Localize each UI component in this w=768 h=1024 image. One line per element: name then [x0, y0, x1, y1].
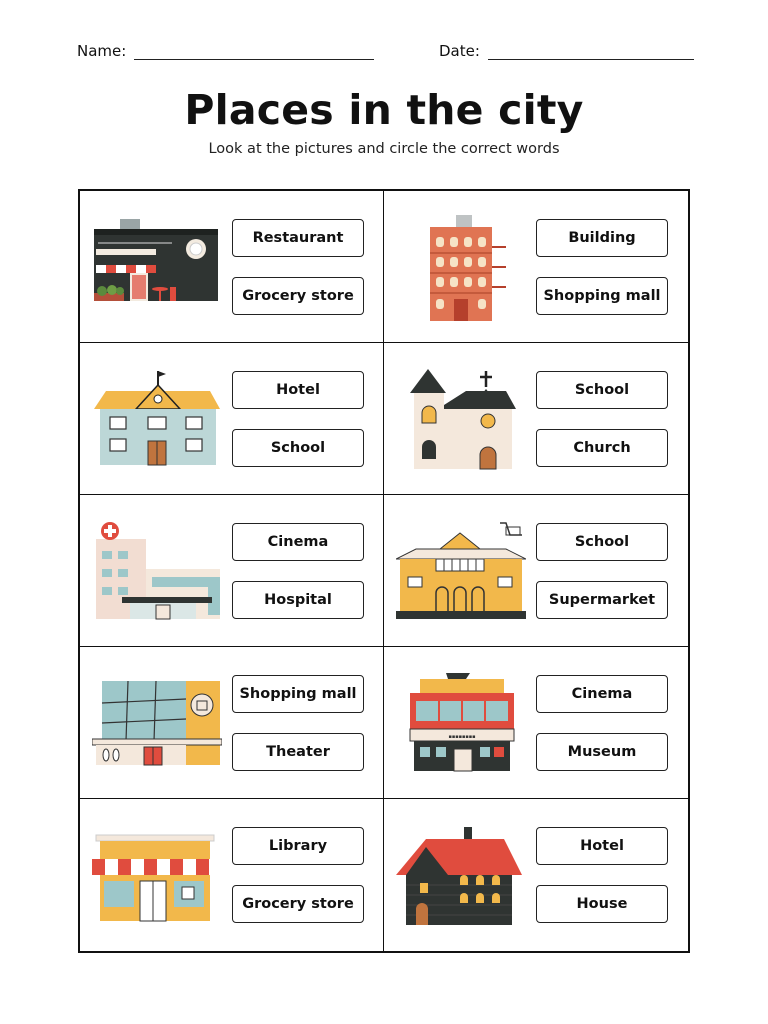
restaurant-icon	[92, 213, 222, 321]
option-button[interactable]: Museum	[536, 733, 668, 771]
name-row	[77, 42, 374, 60]
date-label: Date:	[439, 42, 480, 60]
shopping-mall-icon	[92, 669, 222, 777]
option-button[interactable]: Hotel	[232, 371, 364, 409]
svg-text:▪▪▪▪▪▪▪▪: ▪▪▪▪▪▪▪▪	[448, 734, 476, 740]
option-button[interactable]: School	[536, 523, 668, 561]
date-field[interactable]	[488, 45, 694, 60]
name-field[interactable]	[134, 45, 374, 60]
option-button[interactable]: Theater	[232, 733, 364, 771]
supermarket-icon	[396, 517, 526, 625]
date-row	[439, 42, 694, 60]
item-cell	[80, 647, 384, 799]
grocery-store-icon	[92, 821, 222, 929]
hospital-icon	[92, 517, 222, 625]
item-cell	[384, 495, 688, 647]
option-button[interactable]: Building	[536, 219, 668, 257]
option-button[interactable]: Shopping mall	[232, 675, 364, 713]
item-cell	[384, 799, 688, 951]
church-icon	[396, 365, 526, 473]
item-cell	[80, 495, 384, 647]
item-cell	[80, 191, 384, 343]
option-button[interactable]: School	[232, 429, 364, 467]
cinema-icon	[396, 669, 526, 777]
house-icon	[396, 821, 526, 929]
option-button[interactable]: Grocery store	[232, 885, 364, 923]
option-button[interactable]: Restaurant	[232, 219, 364, 257]
page-subtitle: Look at the pictures and circle the correct words	[208, 141, 560, 157]
option-button[interactable]: Church	[536, 429, 668, 467]
item-cell	[80, 799, 384, 951]
item-cell	[384, 647, 688, 799]
option-button[interactable]: Cinema	[536, 675, 668, 713]
name-label: Name:	[77, 42, 127, 60]
worksheet-grid	[78, 189, 690, 953]
option-button[interactable]: Supermarket	[536, 581, 668, 619]
building-icon	[396, 213, 526, 321]
page-title: Places in the city	[184, 86, 584, 134]
item-cell	[80, 343, 384, 495]
option-button[interactable]: Shopping mall	[536, 277, 668, 315]
option-button[interactable]: Library	[232, 827, 364, 865]
item-cell	[384, 191, 688, 343]
option-button[interactable]: Grocery store	[232, 277, 364, 315]
option-button[interactable]: School	[536, 371, 668, 409]
option-button[interactable]: Cinema	[232, 523, 364, 561]
item-cell	[384, 343, 688, 495]
option-button[interactable]: Hotel	[536, 827, 668, 865]
option-button[interactable]: House	[536, 885, 668, 923]
option-button[interactable]: Hospital	[232, 581, 364, 619]
school-icon	[92, 365, 222, 473]
